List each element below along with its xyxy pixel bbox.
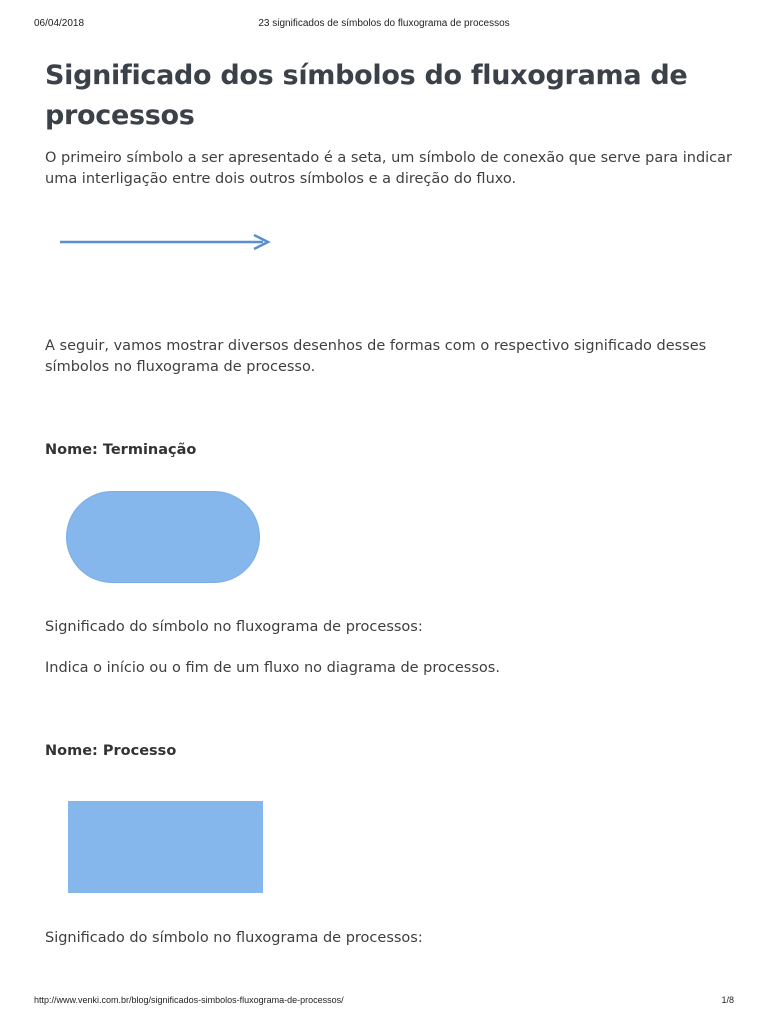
arrow-symbol-icon: [58, 230, 274, 254]
print-document-title: 23 significados de símbolos do fluxograma de processos: [258, 18, 510, 29]
intro-paragraph: O primeiro símbolo a ser apresentado é a seta, um símbolo de conexão que serve para indicar uma interligação entre dois outros símbolos e a direção do fluxo.: [45, 150, 732, 187]
process-shape-icon: [68, 801, 263, 893]
symbol-name-terminator: Nome: Terminação: [45, 442, 197, 458]
symbol-meaning-label-process: Significado do símbolo no fluxograma de processos:: [45, 930, 423, 946]
symbol-meaning-label-terminator: Significado do símbolo no fluxograma de processos:: [45, 619, 423, 635]
page-title: Significado dos símbolos do fluxograma de processos: [45, 60, 688, 131]
transition-paragraph: A seguir, vamos mostrar diversos desenhos de formas com o respectivo significado desses símbolos no fluxograma de processo.: [45, 338, 707, 375]
symbol-meaning-terminator: Indica o início ou o fim de um fluxo no diagrama de processos.: [45, 660, 500, 676]
symbol-name-process: Nome: Processo: [45, 743, 177, 759]
page-number: 1/8: [721, 995, 734, 1005]
footer-url: http://www.venki.com.br/blog/significados-simbolos-fluxograma-de-processos/: [34, 995, 344, 1005]
terminator-shape-icon: [66, 491, 260, 583]
print-date: 06/04/2018: [34, 18, 85, 29]
